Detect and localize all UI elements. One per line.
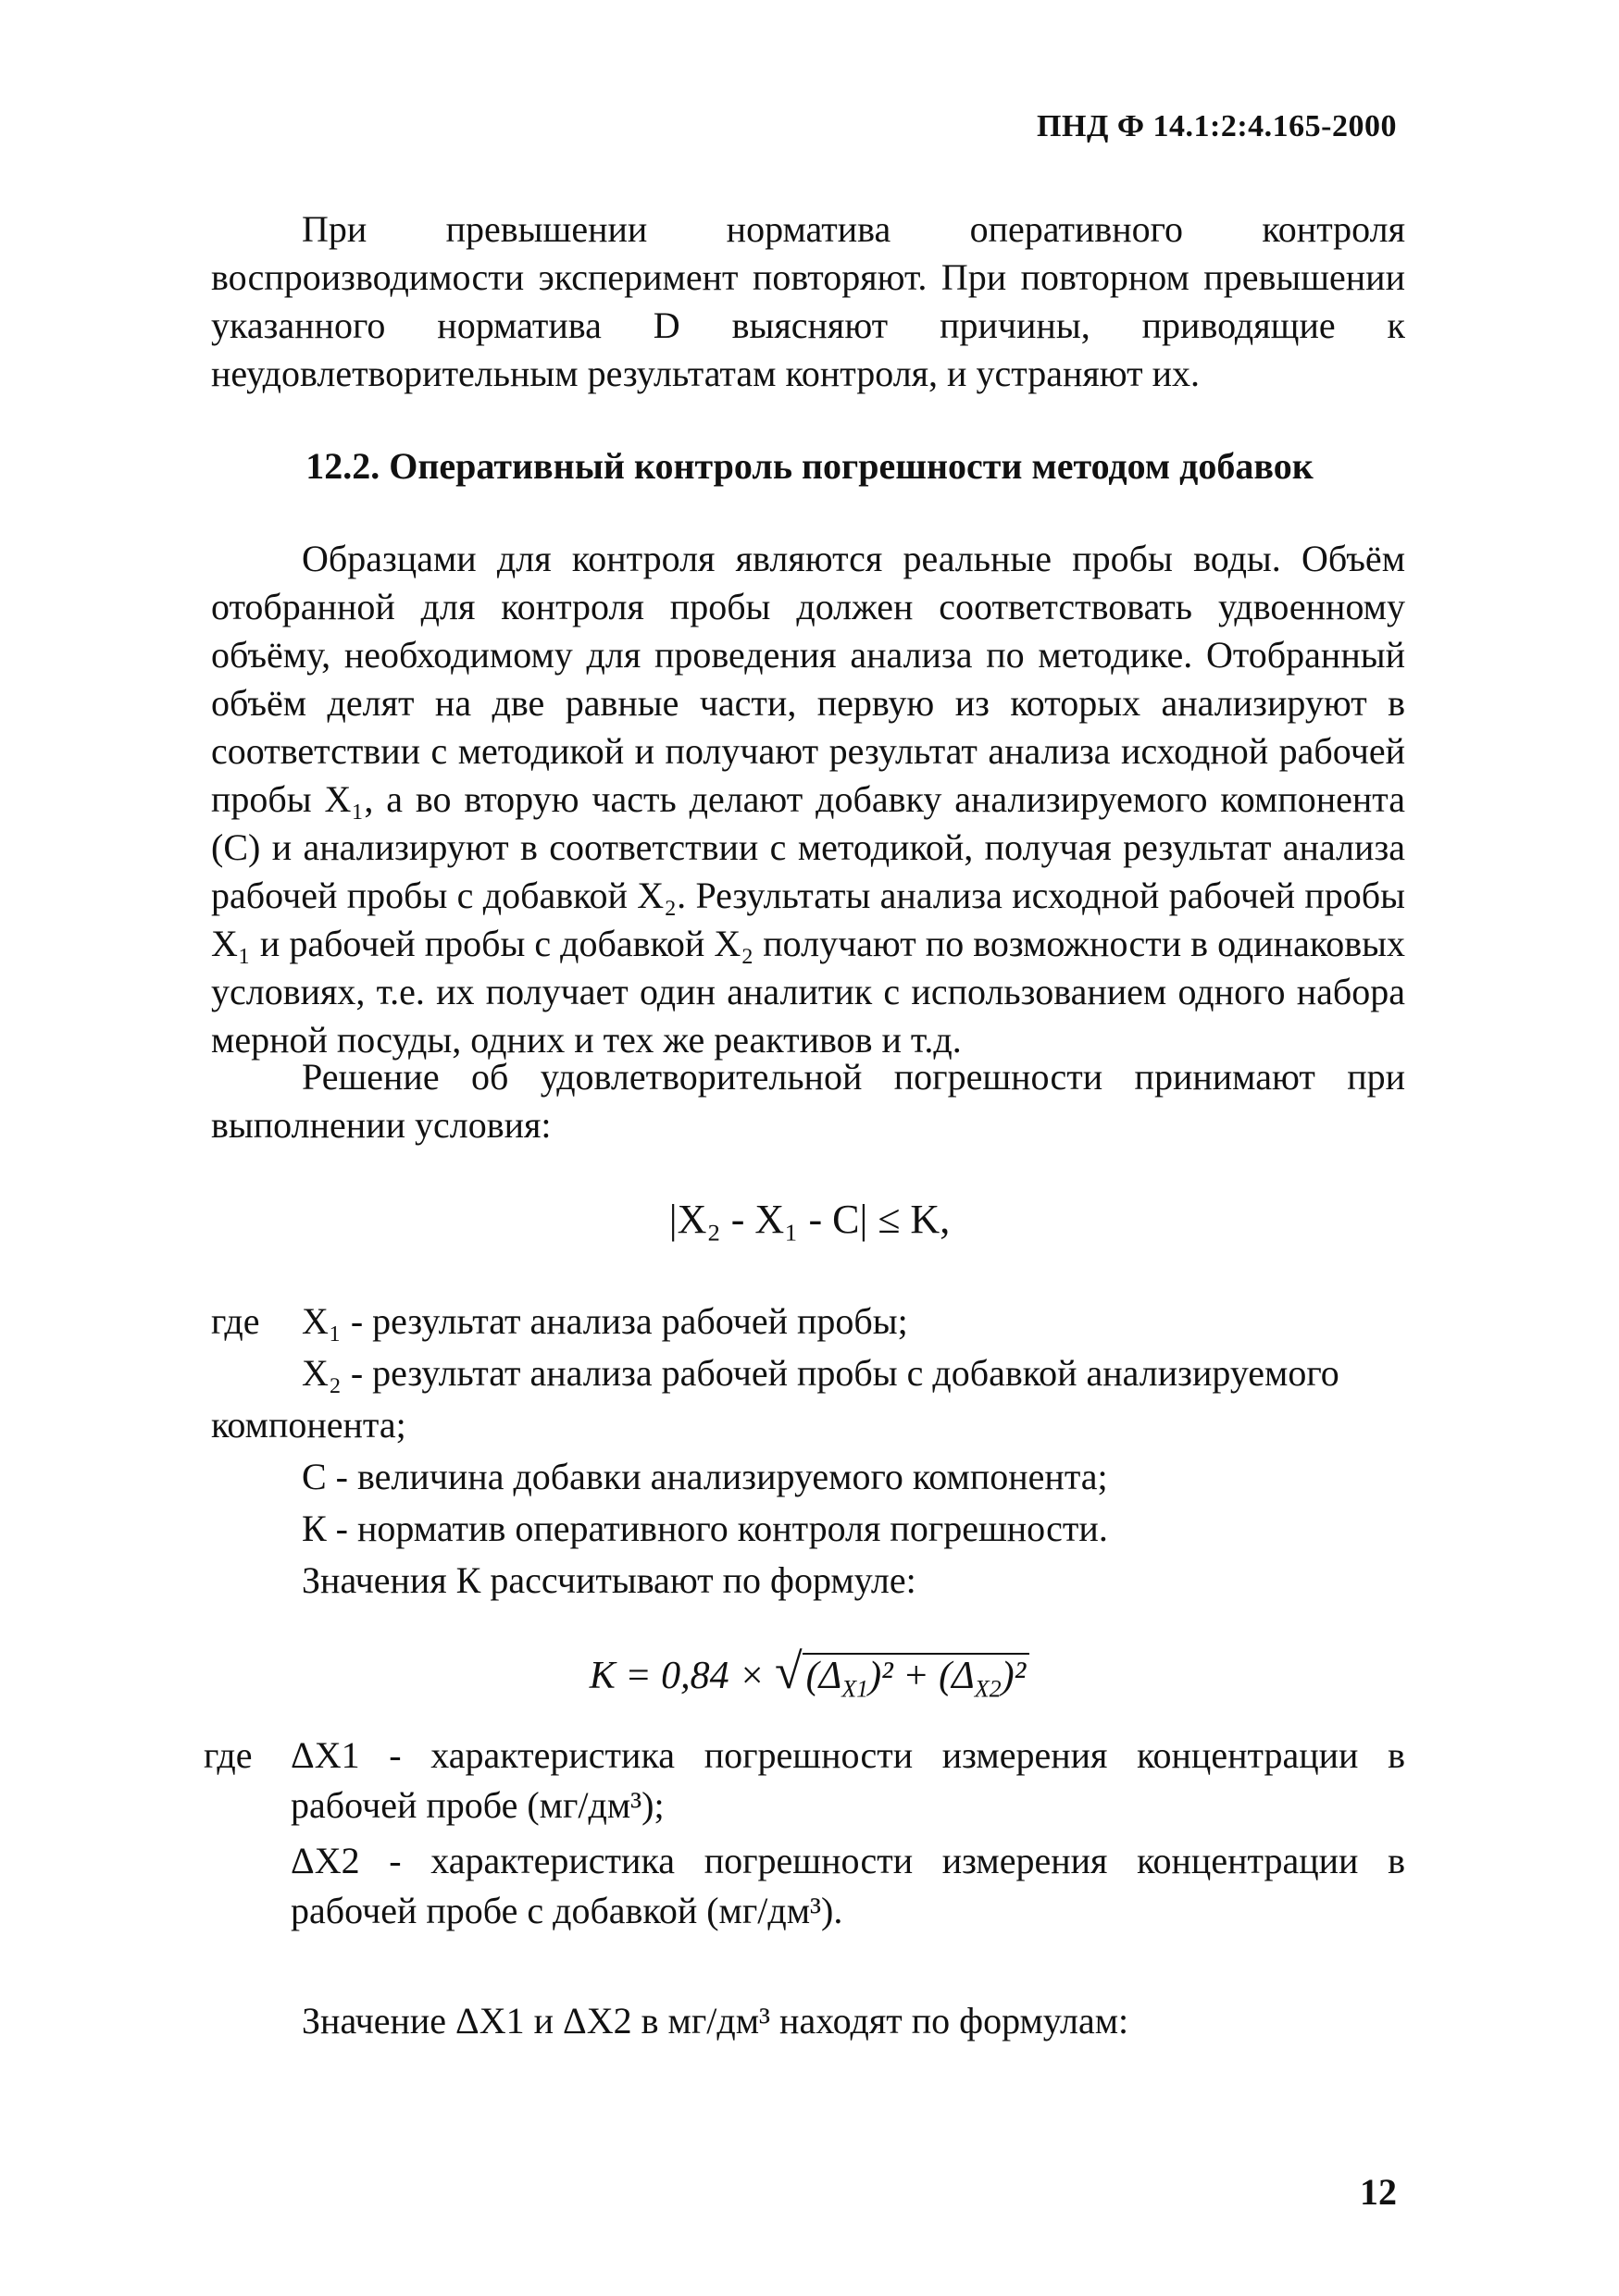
k-formula-intro: Значения К рассчитывают по формуле: — [302, 1559, 916, 1601]
radicand-middle: )² + (Δ — [868, 1655, 975, 1697]
where-label: где — [211, 1300, 260, 1342]
definition-dx1-text: ΔX1 - характеристика погрешности измерения концентрации в рабочей пробе (мг/дм³); — [291, 1734, 1405, 1826]
definitions-block — [211, 1296, 1405, 1607]
definition-x1 — [211, 1296, 1405, 1347]
definitions-block-2 — [204, 1731, 1405, 1942]
subscript-x2: X2 — [974, 1675, 1002, 1703]
paragraph-reproducibility: При превышении норматива оперативного контроля воспроизводимости эксперимент повторяют. При повторном превышении указанного норматива D выясняют причины, приводящие к неудовлетворительным результатам контроля, и устраняют их. — [211, 208, 1405, 394]
condition-formula: |X₂ - X₁ - C| ≤ K, — [668, 1197, 951, 1242]
k-formula-radicand — [803, 1653, 1030, 1703]
paragraph-samples: Образцами для контроля являются реальные пробы воды. Объём отобранной для контроля пробы должен соответствовать удвоенному объёму, необходимому для проведения анализа по методике. Отобранный объём делят на две равные части, первую из которых анализируют в соответствии с методикой и получают результат анализа исходной рабочей пробы X₁, а во вторую часть делают добавку анализируемого компонента (С) и анализируют в соответствии с методикой, получая результат анализа рабочей пробы с добавкой X₂. Результаты анализа исходной рабочей пробы X₁ и рабочей пробы с добавкой X₂ получают по возможности в одинаковых условиях, т.е. их получает один аналитик с использованием одного набора мерной посуды, одних и тех же реактивов и т.д. — [211, 538, 1405, 1061]
k-formula — [0, 1643, 1619, 1703]
page-number: 12 — [1360, 2171, 1397, 2213]
definition-x1-text: X₁ - результат анализа рабочей пробы; — [302, 1300, 908, 1342]
document-code-header: ПНД Ф 14.1:2:4.165-2000 — [1037, 109, 1397, 143]
paragraph-condition: Решение об удовлетворительной погрешности принимают при выполнении условия: — [211, 1056, 1405, 1146]
definition-x2: X₂ - результат анализа рабочей пробы с добавкой анализируемого — [302, 1352, 1339, 1394]
radicand-close: )² — [1001, 1655, 1027, 1697]
radicand-open: (Δ — [805, 1655, 842, 1697]
k-formula-lhs: K = 0,84 × — [589, 1655, 775, 1697]
definition-x2-continued: компонента; — [211, 1404, 406, 1446]
subscript-x1: X1 — [841, 1675, 869, 1703]
sqrt-icon: √ — [775, 1644, 803, 1699]
definition-c: С - величина добавки анализируемого компонента; — [302, 1456, 1108, 1497]
section-heading: 12.2. Оперативный контроль погрешности методом добавок — [305, 445, 1314, 487]
definition-dx1 — [204, 1731, 1405, 1831]
definition-dx2: ΔX2 - характеристика погрешности измерения концентрации в рабочей пробе с добавкой (мг/дм³). — [291, 1840, 1405, 1931]
definition-k: К - норматив оперативного контроля погрешности. — [302, 1508, 1108, 1549]
final-line: Значение ΔX1 и ΔX2 в мг/дм³ находят по формулам: — [302, 2000, 1129, 2042]
where-label-2: где — [204, 1734, 253, 1776]
